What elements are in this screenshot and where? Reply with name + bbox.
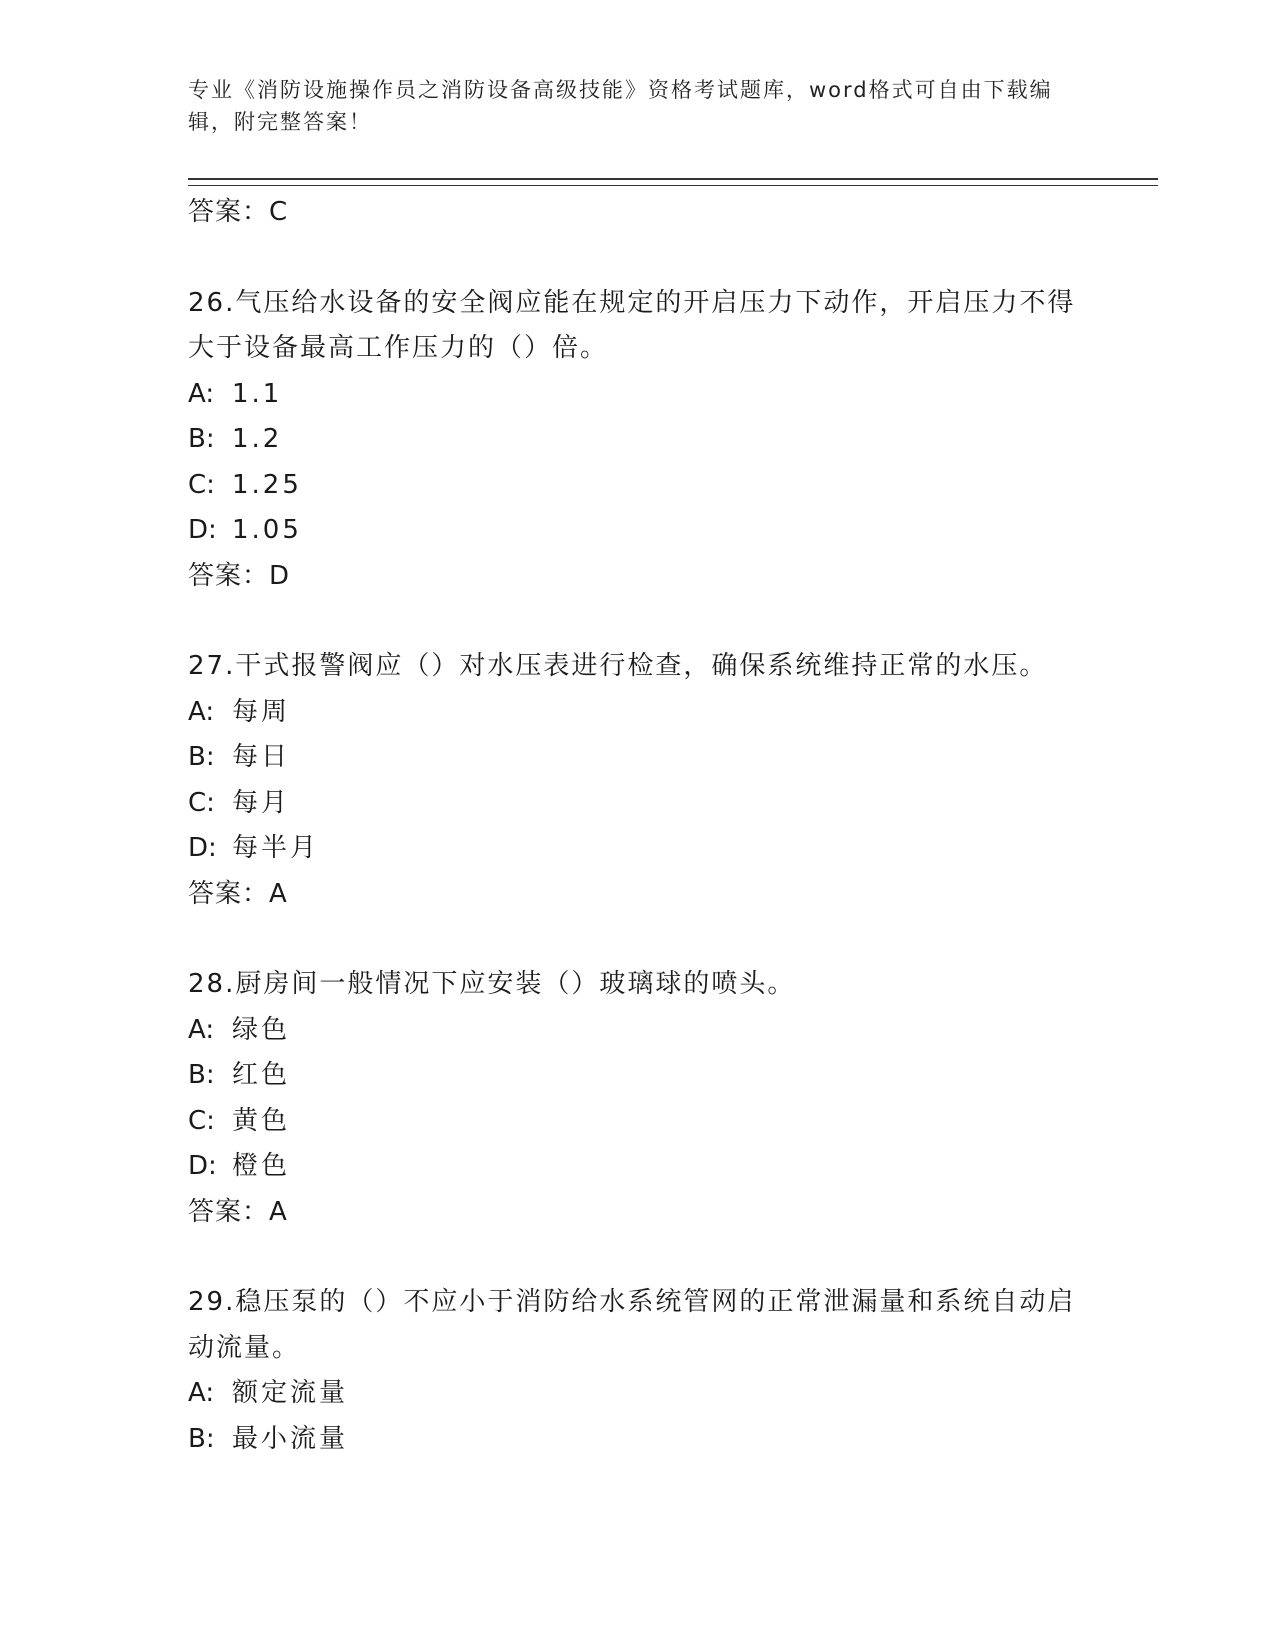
option-text: 每半月 xyxy=(232,833,320,863)
option-text: 1.25 xyxy=(232,469,302,500)
option-label: B: xyxy=(188,1423,215,1454)
option-text: 1.2 xyxy=(232,424,283,454)
option-a xyxy=(188,372,1088,418)
question-stem: 27.干式报警阀应（）对水压表进行检查，确保系统维持正常的水压。 xyxy=(188,651,1048,681)
option-label: A: xyxy=(188,1014,215,1045)
option-label: D: xyxy=(188,515,217,545)
option-d xyxy=(188,508,1088,554)
option-c xyxy=(188,463,1088,509)
option-d xyxy=(188,826,1088,872)
answer-line: 答案：A xyxy=(188,1196,288,1227)
option-text: 每周 xyxy=(232,696,291,727)
option-b xyxy=(188,1053,1088,1099)
question-stem: 29.稳压泵的（）不应小于消防给水系统管网的正常泄漏量和系统自动启动流量。 xyxy=(188,1287,1076,1363)
header-divider xyxy=(188,178,1158,186)
option-text: 1.05 xyxy=(232,515,302,545)
option-label: A: xyxy=(188,1378,215,1408)
option-text: 黄色 xyxy=(232,1105,291,1136)
option-d xyxy=(188,1144,1088,1190)
previous-answer: 答案：C xyxy=(188,197,289,227)
option-text: 每月 xyxy=(232,787,291,818)
option-label: D: xyxy=(188,1151,217,1181)
question-29 xyxy=(188,1280,1088,1462)
option-a xyxy=(188,690,1088,736)
option-label: C: xyxy=(188,1105,215,1136)
option-text: 每日 xyxy=(232,742,291,772)
question-27 xyxy=(188,644,1088,917)
answer-line: 答案：D xyxy=(188,560,291,591)
option-label: B: xyxy=(188,742,215,772)
option-b xyxy=(188,735,1088,781)
option-c xyxy=(188,1099,1088,1145)
question-list xyxy=(188,190,1088,1462)
option-a xyxy=(188,1008,1088,1054)
question-stem: 28.厨房间一般情况下应安装（）玻璃球的喷头。 xyxy=(188,969,796,999)
option-label: C: xyxy=(188,787,215,818)
option-b xyxy=(188,1417,1088,1463)
option-a xyxy=(188,1371,1088,1417)
option-text: 橙色 xyxy=(232,1151,291,1181)
option-label: A: xyxy=(188,378,215,409)
option-label: A: xyxy=(188,696,215,727)
document-header: 专业《消防设施操作员之消防设备高级技能》资格考试题库，word格式可自由下载编辑，附完整答案！ xyxy=(188,78,1053,134)
option-text: 绿色 xyxy=(232,1014,291,1045)
option-label: B: xyxy=(188,424,215,454)
option-text: 最小流量 xyxy=(232,1423,349,1454)
question-28 xyxy=(188,962,1088,1235)
option-label: B: xyxy=(188,1060,215,1090)
question-26 xyxy=(188,281,1088,600)
answer-line: 答案：A xyxy=(188,878,288,909)
option-label: D: xyxy=(188,833,217,863)
option-text: 红色 xyxy=(232,1060,291,1090)
option-b xyxy=(188,417,1088,463)
option-text: 1.1 xyxy=(232,378,283,409)
option-label: C: xyxy=(188,469,215,500)
option-c xyxy=(188,781,1088,827)
question-stem: 26.气压给水设备的安全阀应能在规定的开启压力下动作，开启压力不得大于设备最高工作压力的（）倍。 xyxy=(188,287,1076,363)
option-text: 额定流量 xyxy=(232,1378,349,1408)
